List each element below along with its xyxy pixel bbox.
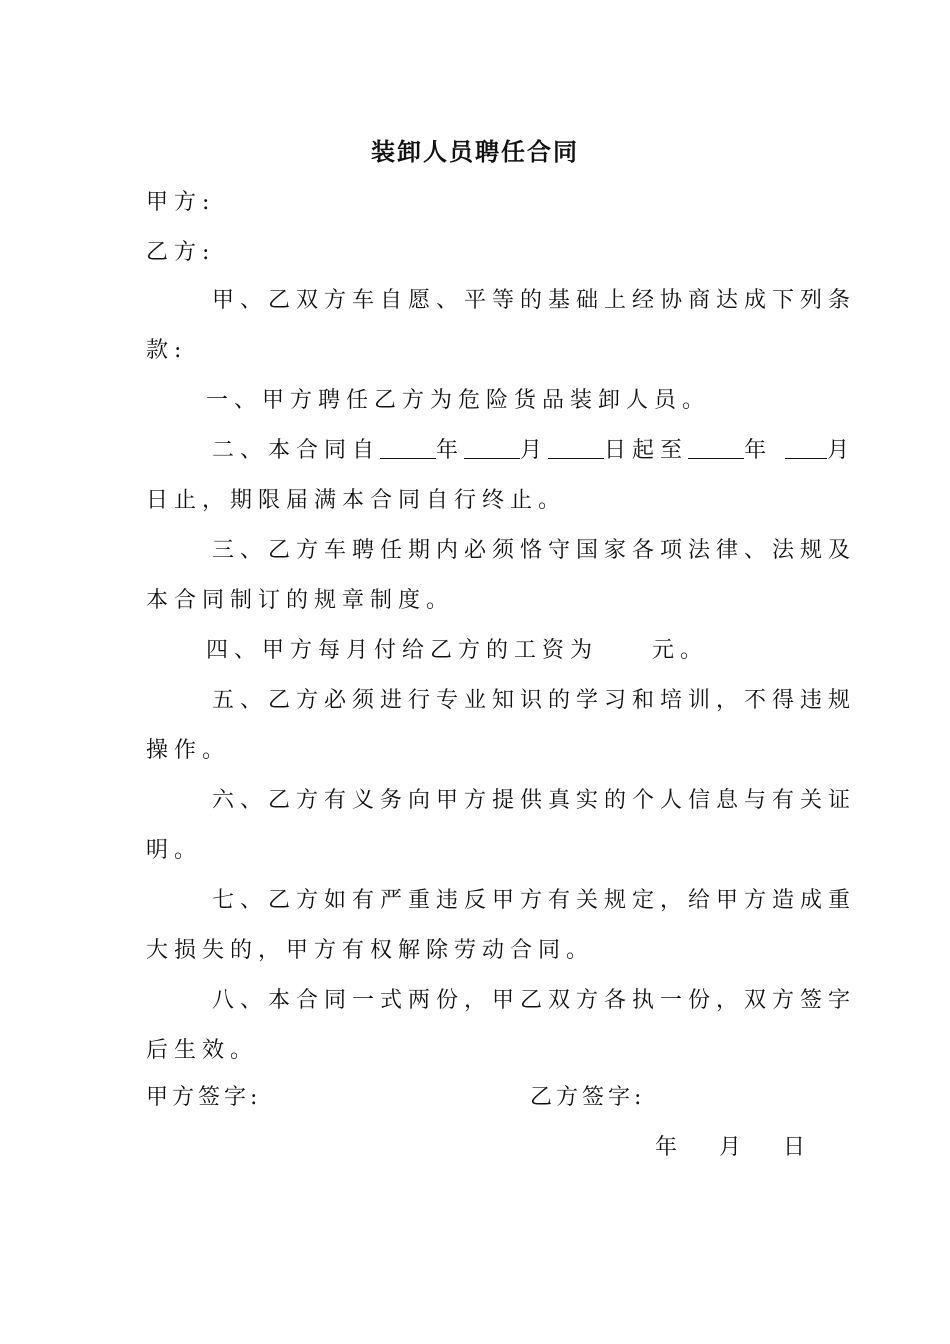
clause-3-line-1: 三、乙方车聘任期内必须恪守国家各项法律、法规及 [212, 538, 857, 563]
contract-body [146, 178, 806, 278]
clause-2-year-1: 年 [436, 438, 465, 463]
clause-6-line-1: 六、乙方有义务向甲方提供真实的个人信息与有关证 [212, 788, 857, 813]
clause-2-day-1: 日起至 [604, 438, 689, 463]
clause-7-line-2: 大损失的，甲方有权解除劳动合同。 [146, 938, 595, 963]
party-b-line: 乙方: [146, 240, 216, 265]
clause-8-line-1: 八、本合同一式两份，甲乙双方各执一份，双方签字 [212, 988, 857, 1013]
signing-date [655, 1130, 805, 1161]
end-month-blank [785, 438, 827, 459]
clause-7-line-1: 七、乙方如有严重违反甲方有关规定，给甲方造成重 [212, 888, 857, 913]
clause-8-line-2: 后生效。 [146, 1038, 259, 1063]
intro-line-1: 甲、乙双方车自愿、平等的基础上经协商达成下列条 [212, 288, 857, 313]
clause-3-line-2: 本合同制订的规章制度。 [146, 588, 455, 613]
clause-2-prefix: 二、本合同自 [212, 438, 381, 463]
intro-line-2: 款: [146, 338, 188, 363]
clause-5-line-1: 五、乙方必须进行专业知识的学习和培训，不得违规 [212, 688, 857, 713]
clause-2-line-2: 日止，期限届满本合同自行终止。 [146, 488, 567, 513]
end-year-blank [688, 438, 744, 459]
clause-4-suffix: 元。 [652, 638, 709, 663]
clause-2-line-1 [146, 426, 856, 476]
party-a-signature: 甲方签字: [146, 1085, 262, 1110]
clause-4-prefix: 四、甲方每月付给乙方的工资为 [206, 638, 599, 663]
clause-1: 一、甲方聘任乙方为危险货品装卸人员。 [206, 388, 711, 413]
clauses-body [146, 276, 857, 1076]
date-month: 月 [719, 1135, 742, 1160]
clause-2-month-2: 月 [827, 438, 856, 463]
party-a-line: 甲方: [146, 190, 216, 215]
start-year-blank [380, 438, 436, 459]
clause-2-month-1: 月 [520, 438, 549, 463]
start-day-blank [548, 438, 604, 459]
start-month-blank [464, 438, 520, 459]
date-day: 日 [783, 1135, 806, 1160]
clause-6-line-2: 明。 [146, 838, 203, 863]
document-title: 装卸人员聘任合同 [371, 137, 579, 166]
clause-4 [140, 626, 806, 676]
party-b-signature: 乙方签字: [530, 1085, 646, 1110]
clause-2-year-2: 年 [744, 438, 786, 463]
date-year: 年 [655, 1135, 678, 1160]
clause-5-line-2: 操作。 [146, 738, 231, 763]
